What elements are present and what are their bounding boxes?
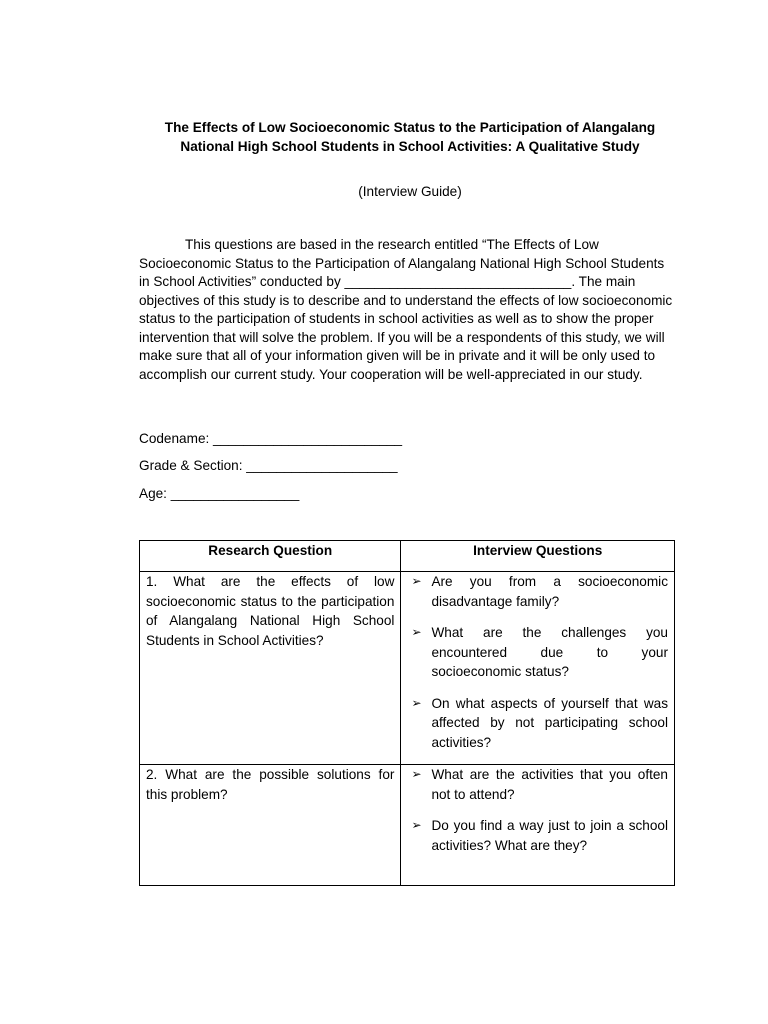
list-item: ➢ What are the challenges you encountered due to your socioeconomic status? [411,625,668,679]
list-item: ➢ On what aspects of yourself that was affected by not participating school activities? [411,695,668,750]
table-row [140,765,675,886]
interview-question-list [401,765,674,855]
document-subtitle: (Interview Guide) [358,184,462,199]
arrow-bullet-icon: ➢ [411,625,422,639]
list-item: ➢ What are the activities that you often not to attend? [411,767,668,802]
research-question-text: 2. What are the possible solutions for this problem? [146,767,395,802]
age-field: Age: _________________ [139,486,300,501]
research-question-cell [140,572,401,765]
research-question-text: 1. What are the effects of low socioeconomic status to the participation of Alangalang National High School Students in School Activities? [146,574,395,648]
intro-text: This questions are based in the research entitled “The Effects of Low Socioeconomic Status to the Participation of Alangalang National High School Students in School Activities” conducted by ______________________________. The main objectives of this study is to describe and to understand the effects of low socioeconomic status to the participation of students in school activities as well as to show the proper intervention that will solve the problem. If you will be a respondents of this study, we will make sure that all of your information given will be in private and it will be only used to accomplish our current study. Your cooperation will be well-appreciated in our study. [139,237,673,382]
research-question-cell [140,765,401,886]
list-item: ➢ Are you from a socioeconomic disadvantage family? [411,574,668,609]
interview-question-list [401,572,674,752]
table-header-row [140,541,675,572]
interview-guide-table [139,540,675,886]
header-interview-questions: Interview Questions [401,541,675,572]
arrow-bullet-icon: ➢ [411,574,422,588]
document-title: The Effects of Low Socioeconomic Status to the Participation of Alangalang National High School Students in School Activities: A Qualitative Study [164,120,656,154]
grade-section-field: Grade & Section: ____________________ [139,458,398,473]
arrow-bullet-icon: ➢ [411,695,422,710]
header-research-question: Research Question [140,541,401,572]
arrow-bullet-icon: ➢ [411,767,422,781]
codename-field: Codename: _________________________ [139,431,403,446]
list-item: ➢ Do you find a way just to join a school activities? What are they? [411,818,668,853]
intro-paragraph [139,236,675,384]
table-row [140,572,675,765]
arrow-bullet-icon: ➢ [411,818,422,832]
interview-questions-cell [401,572,675,765]
interview-questions-cell [401,765,675,886]
